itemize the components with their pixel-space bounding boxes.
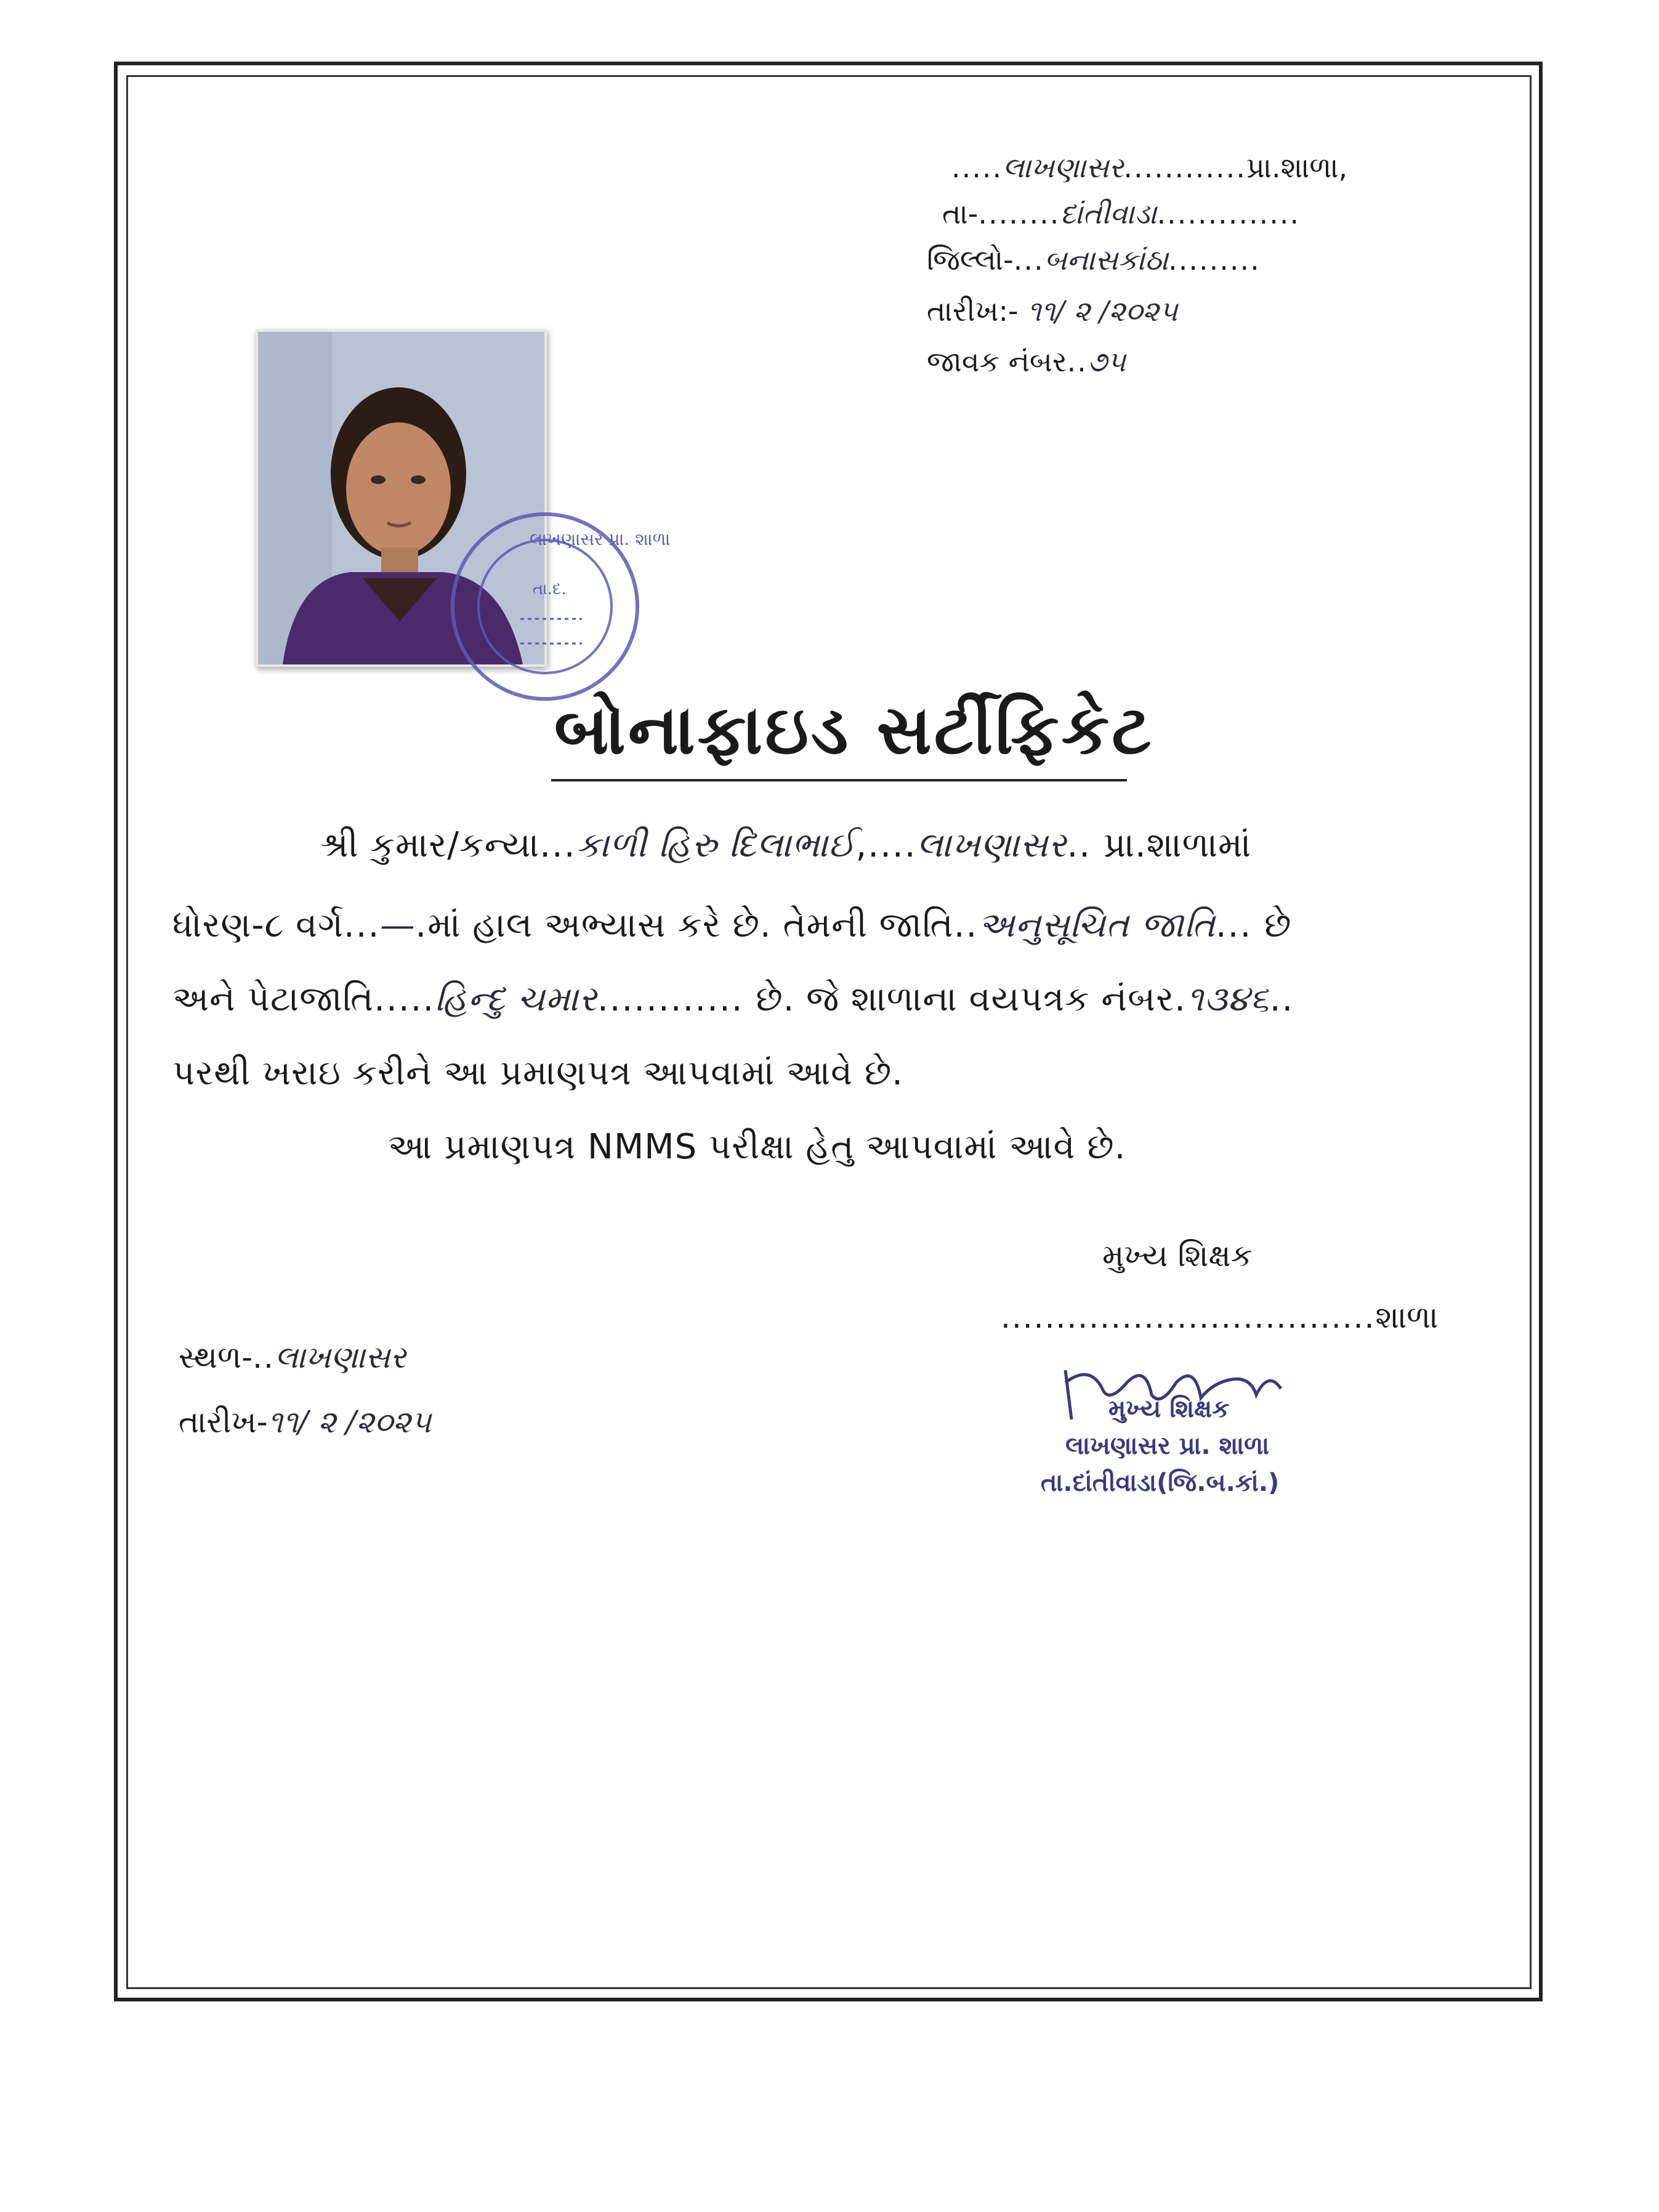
title-underline [551, 779, 1127, 781]
seal-line-1: મુખ્ય શિક્ષક [1108, 1395, 1230, 1423]
outward-value: ૭૫ [1087, 345, 1126, 378]
stamp-center-text: તા.દ. [533, 580, 567, 599]
district-label: જિલ્લો- [927, 243, 1014, 276]
caste: અનુસૂચિત જાતિ [978, 905, 1216, 945]
school-suffix: પ્રા.શાળા, [1246, 151, 1348, 184]
seal-line-2: લાખણાસર પ્રા. શાળા [1065, 1432, 1270, 1460]
stamp-top-text: લાખણાસર પ્રા. શાળા [530, 529, 671, 549]
place-value: લાખણાસર [274, 1339, 406, 1375]
line3-mid: છે. જે શાળાના વયપત્રક નંબર [756, 979, 1175, 1019]
header-taluka-line: તા-........દાંતીવાડા.............. [942, 197, 1301, 230]
line2-mid: માં હાલ અભ્યાસ કરે છે. તેમની જાતિ [427, 905, 954, 945]
school-stamp [446, 502, 671, 711]
body-line-5: આ પ્રમાણપત્ર NMMS પરીક્ષા હેતુ આપવામાં આવે છે. [388, 1127, 1126, 1167]
certificate-title: બોનાફાઇડ સર્ટીફિકેટ [554, 690, 1154, 769]
line1-suffix: પ્રા.શાળામાં [1103, 825, 1252, 865]
line3-prefix: અને પેટાજાતિ [172, 979, 374, 1019]
line2-end: છે [1264, 905, 1292, 945]
header-school-line: .....લાખણાસર............પ્રા.શાળા, [951, 151, 1348, 184]
date-label: તારીખ:- [927, 294, 1019, 328]
header-outward-line: જાવક નંબર..૭૫ [927, 345, 1126, 378]
school-name-value: લાખણાસર [1003, 151, 1124, 184]
gr-number: ૧૩૪૬ [1186, 979, 1270, 1019]
footer-date-line [179, 1404, 431, 1440]
place-line: સ્થળ-..લાખણાસર [179, 1339, 406, 1375]
line1-prefix: શ્રી કુમાર/કન્યા [320, 825, 540, 865]
taluka-label: તા- [942, 197, 979, 230]
body-line-3: અને પેટાજાતિ.....હિન્દુ ચમાર............ છે. જે શાળાના વયપત્રક નંબર.૧૩૪૬.. [172, 979, 1294, 1019]
district-value: બનાસકાંઠા [1044, 243, 1169, 276]
outward-label: જાવક નંબર [927, 345, 1067, 378]
school-label: શાળા [1375, 1299, 1439, 1335]
headmaster-signature [1047, 1346, 1330, 1438]
body-line-2: ધોરણ-૮ વર્ગ...—.માં હાલ અભ્યાસ કરે છે. તેમની જાતિ..અનુસૂચિત જાતિ... છે [172, 905, 1292, 945]
date-value: ૧૧/ ૨ /૨૦૨૫ [1027, 294, 1178, 328]
body-line-1: શ્રી કુમાર/કન્યા...કાળી હિરુ દિલાભાઈ,....લાખણાસર.. પ્રા.શાળામાં [320, 825, 1252, 865]
place-label: સ્થળ- [179, 1339, 253, 1375]
subcaste: હિન્દુ ચમાર [435, 979, 597, 1019]
seal-line-3: તા.દાંતીવાડા(જિ.બ.કાં.) [1041, 1469, 1280, 1497]
taluka-value: દાંતીવાડા [1060, 197, 1157, 230]
student-name: કાળી હિરુ દિલાભાઈ [576, 825, 856, 865]
footer-date-label: તારીખ- [179, 1404, 268, 1440]
header-date-line [927, 294, 1178, 329]
line1-school: લાખણાસર [916, 825, 1067, 865]
header-district-line: જિલ્લો-...બનાસકાંઠા......... [927, 243, 1261, 276]
body-line-4: પરથી ખરાઇ કરીને આ પ્રમાણપત્ર આપવામાં આવે છે. [172, 1053, 903, 1093]
footer-date-value: ૧૧/ ૨ /૨૦૨૫ [267, 1404, 432, 1440]
line2-class: — [380, 905, 416, 945]
school-label-line: ..................................શાળા [1001, 1299, 1439, 1335]
line2-std: ધોરણ-૮ વર્ગ [172, 905, 344, 945]
headmaster-label: મુખ્ય શિક્ષક [1102, 1238, 1253, 1274]
